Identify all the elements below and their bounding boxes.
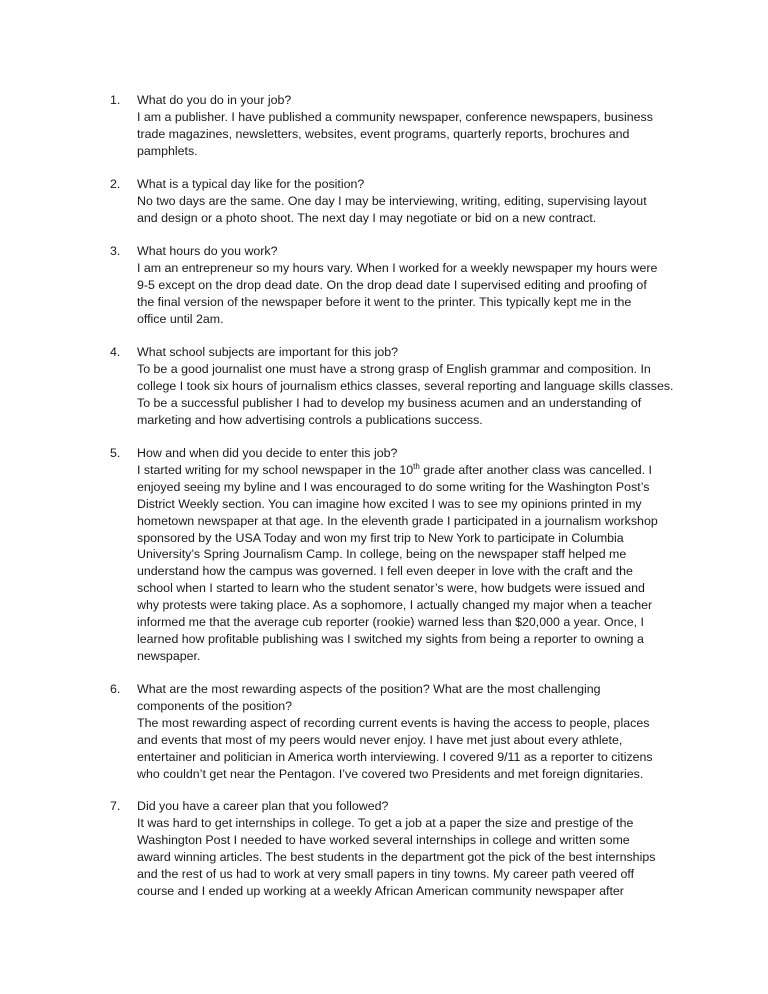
qa-body	[137, 681, 677, 782]
answer-line: District Weekly section. You can imagine how excited I was to see my opinions printed in my	[137, 496, 642, 511]
answer-line: I am a publisher. I have published a community newspaper, conference newspapers, business	[137, 109, 653, 124]
answer-text: I started writing for my school newspaper in the 10	[137, 462, 414, 477]
answer-line: To be a successful publisher I had to develop my business acumen and an understanding of	[137, 395, 642, 410]
item-number: 1.	[110, 93, 121, 107]
answer-line: learned how profitable publishing was I switched my sights from being a reporter to owning a	[137, 631, 644, 646]
qa-body	[137, 445, 677, 665]
answer-line: and events that most of my peers would never enjoy. I have met just about every athlete,	[137, 732, 623, 747]
answer-line: The most rewarding aspect of recording current events is having the access to people, places	[137, 715, 650, 730]
question-line: What is a typical day like for the position?	[137, 177, 365, 191]
answer-line: the final version of the newspaper before it went to the printer. This typically kept me in the	[137, 294, 632, 309]
item-number: 4.	[110, 345, 121, 359]
answer-line: informed me that the average cub reporter (rookie) warned less than $20,000 a year. Once, I	[137, 615, 644, 630]
question-line: What do you do in your job?	[137, 93, 292, 107]
question-line: What school subjects are important for this job?	[137, 345, 399, 359]
question-line: How and when did you decide to enter this job?	[137, 446, 398, 460]
answer-line: 9-5 except on the drop dead date. On the drop dead date I supervised editing and proofing of	[137, 277, 647, 292]
item-number: 2.	[110, 177, 121, 191]
item-number: 6.	[110, 682, 121, 696]
answer-line: and the rest of us had to work at very small papers in tiny towns. My career path veered off	[137, 866, 635, 881]
qa-body	[137, 798, 677, 899]
answer-line: why protests were taking place. As a sophomore, I actually changed my major when a teacher	[137, 598, 653, 613]
answer-line: course and I ended up working at a weekly African American community newspaper after	[137, 883, 624, 898]
ordinal-suffix: th	[413, 461, 420, 471]
answer-line: Washington Post I needed to have worked several internships in college and written some	[137, 832, 630, 847]
qa-body	[137, 243, 677, 328]
answer-line: award winning articles. The best students in the department got the pick of the best internships	[137, 849, 656, 864]
answer-line: pamphlets.	[137, 143, 198, 158]
question-line: What are the most rewarding aspects of the position? What are the most challenging	[137, 682, 601, 696]
answer-line: trade magazines, newsletters, websites, event programs, quarterly reports, brochures and	[137, 126, 630, 141]
qa-body	[137, 344, 677, 429]
answer-line	[137, 462, 677, 479]
answer-line: University’s Spring Journalism Camp. In college, being on the newspaper staff helped me	[137, 547, 627, 562]
qa-body	[137, 176, 677, 227]
answer-line: who couldn’t get near the Pentagon. I’ve covered two Presidents and met foreign dignitaries.	[137, 766, 644, 781]
qa-body	[137, 92, 677, 160]
answer-line: enjoyed seeing my byline and I was encouraged to do some writing for the Washington Post’s	[137, 479, 650, 494]
question-line: components of the position?	[137, 698, 292, 713]
answer-text: grade after another class was cancelled. I	[419, 462, 652, 477]
answer-line: It was hard to get internships in college. To get a job at a paper the size and prestige of the	[137, 815, 634, 830]
answer-line: and design or a photo shoot. The next day I may negotiate or bid on a new contract.	[137, 210, 597, 225]
answer-line: I am an entrepreneur so my hours vary. When I worked for a weekly newspaper my hours were	[137, 260, 658, 275]
answer-line: entertainer and politician in America worth interviewing. I covered 9/11 as a reporter to citizens	[137, 749, 653, 764]
answer-line: No two days are the same. One day I may be interviewing, writing, editing, supervising layout	[137, 193, 647, 208]
item-number: 7.	[110, 799, 121, 813]
item-number: 3.	[110, 244, 121, 258]
answer-line: school when I started to learn who the student senator’s were, how budgets were issued and	[137, 581, 645, 596]
answer-line: hometown newspaper at that age. In the eleventh grade I participated in a journalism workshop	[137, 513, 658, 528]
answer-line: newspaper.	[137, 648, 201, 663]
answer-line: sponsored by the USA Today and won my first trip to New York to participate in Columbia	[137, 530, 624, 545]
answer-line: understand how the campus was governed. I fell even deeper in love with the craft and the	[137, 564, 633, 579]
item-number: 5.	[110, 446, 121, 460]
question-line: Did you have a career plan that you followed?	[137, 799, 389, 813]
answer-line: marketing and how advertising controls a publications success.	[137, 412, 483, 427]
question-line: What hours do you work?	[137, 244, 278, 258]
answer-line: To be a good journalist one must have a strong grasp of English grammar and composition. In	[137, 361, 651, 376]
answer-line: office until 2am.	[137, 311, 224, 326]
answer-line: college I took six hours of journalism ethics classes, several reporting and language skills classes.	[137, 378, 674, 393]
